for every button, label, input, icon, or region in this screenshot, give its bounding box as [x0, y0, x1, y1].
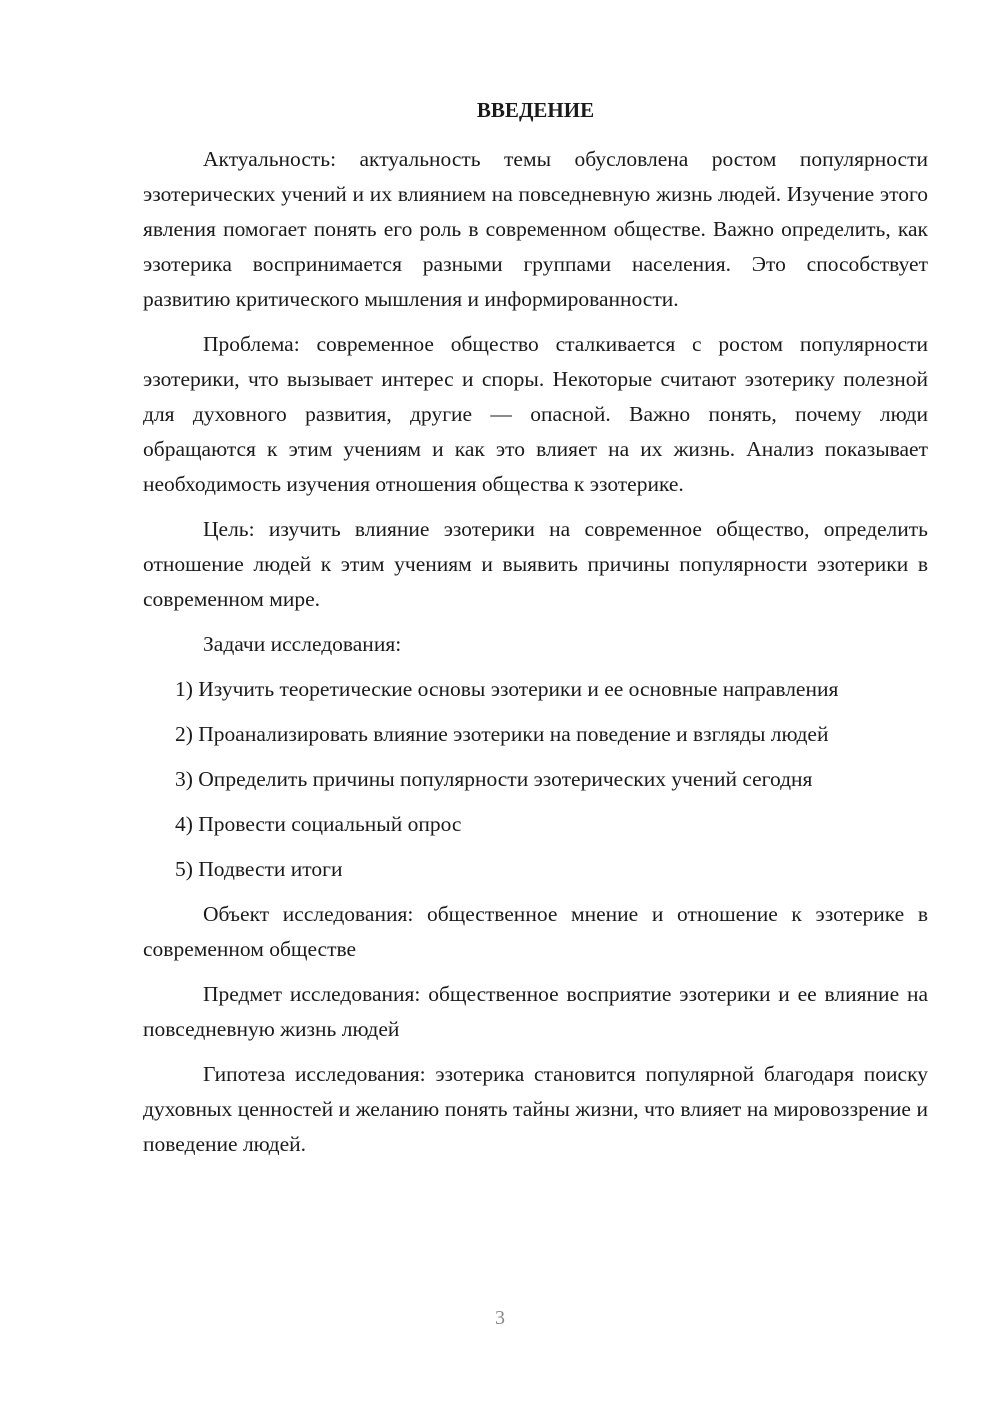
document-page	[143, 95, 928, 1172]
problem-paragraph: Проблема: современное общество сталкивается с ростом популярности эзотерики, что вызывает интерес и споры. Некоторые считают эзотерику полезной для духовного развития, другие — опасной. Важно понять, почему люди обращаются к этим учениям и как это влияет на их жизнь. Анализ показывает необходимость изучения отношения общества к эзотерике.	[143, 332, 928, 496]
tasks-heading: Задачи исследования:	[203, 632, 402, 656]
task-item-3: 3) Определить причины популярности эзотерических учений сегодня	[175, 767, 813, 791]
relevance-paragraph: Актуальность: актуальность темы обусловлена ростом популярности эзотерических учений и их влиянием на повседневную жизнь людей. Изучение этого явления помогает понять его роль в современном обществе. Важно определить, как эзотерика воспринимается разными группами населения. Это способствует развитию критического мышления и информированности.	[143, 147, 928, 311]
section-title: ВВЕДЕНИЕ	[476, 98, 595, 122]
subject-paragraph: Предмет исследования: общественное восприятие эзотерики и ее влияние на повседневную жизнь людей	[143, 982, 928, 1041]
task-item-1: 1) Изучить теоретические основы эзотерики и ее основные направления	[175, 677, 839, 701]
object-paragraph: Объект исследования: общественное мнение и отношение к эзотерике в современном обществе	[143, 902, 928, 961]
task-item-2: 2) Проанализировать влияние эзотерики на поведение и взгляды людей	[175, 722, 829, 746]
hypothesis-paragraph: Гипотеза исследования: эзотерика становится популярной благодаря поиску духовных ценностей и желанию понять тайны жизни, что влияет на мировоззрение и поведение людей.	[143, 1062, 928, 1156]
task-item-4: 4) Провести социальный опрос	[175, 812, 462, 836]
task-item-5: 5) Подвести итоги	[175, 857, 343, 881]
page-number: 3	[495, 1307, 505, 1329]
goal-paragraph: Цель: изучить влияние эзотерики на современное общество, определить отношение людей к этим учениям и выявить причины популярности эзотерики в современном мире.	[143, 517, 928, 611]
